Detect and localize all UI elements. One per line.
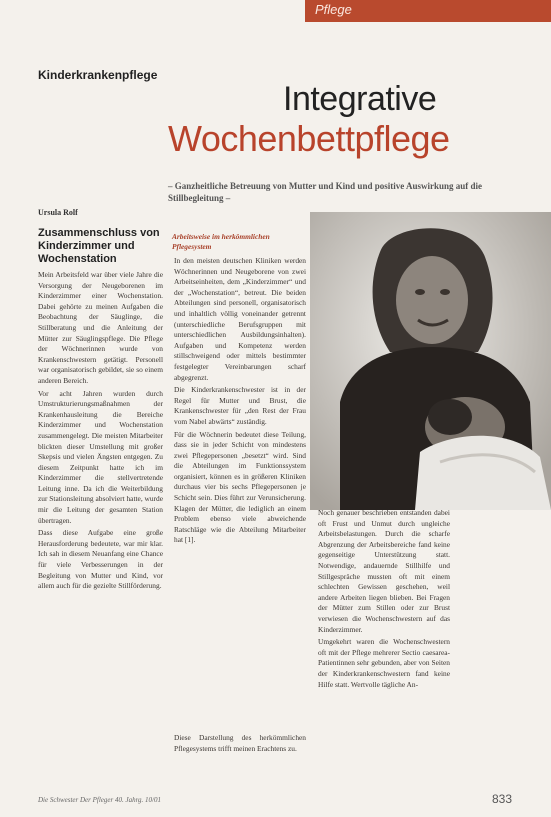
paragraph: Diese Darstellung des herkömmlichen Pflegesystems trifft meinen Erachtens zu. bbox=[174, 733, 306, 753]
author: Ursula Rolf bbox=[38, 208, 78, 217]
photo-illustration bbox=[310, 212, 551, 510]
paragraph: Dass diese Aufgabe eine große Herausforderung bedeutete, war mir klar. Ich sah in diesem Neuanfang eine Chance für viele Verbesserungen in der Begleitung von Mutter und Kind, vor allem auch für die gezielte Stillförderung. bbox=[38, 528, 163, 591]
column-1 bbox=[38, 270, 163, 690]
footer-citation: Die Schwester Der Pfleger 40. Jahrg. 10/01 bbox=[38, 796, 161, 804]
paragraph: Noch genauer beschrieben entstanden dabei oft Frust und Unmut durch ungleiche Arbeitsbelastungen. Durch die scharfe Abgrenzung der Arbeitsbereiche fand keine gegenseitige Unterstützung statt. Notwendige, andauernde Stillhilfe und Stillgespräche mussten oft mit einem schlechten Gewissen geschehen, weil andere Arbeiten liegen blieben. Bei Fragen der Mütter zum Stillen oder zur Brust verwiesen die Wochenschwestern auf das Kinderzimmer. bbox=[318, 508, 450, 634]
section-tab bbox=[305, 0, 551, 22]
box-heading: Arbeitsweise im herkömmlichen Pflegesystem bbox=[172, 232, 270, 251]
paragraph: Mein Arbeitsfeld war über viele Jahre die Versorgung der Neugeborenen im Kinderzimmer einer Wochenstation. Dabei gehörte zu meinen Aufgaben die Beobachtung der Säuglinge, die Stillberatung und die Anleitung der Mütter zur Säuglingspflege. Die Pflege der Wöchnerinnen wurde von Krankenschwestern getätigt. Personell war organisatorisch gebildet, sie so einem anderen Bereich. bbox=[38, 270, 163, 385]
paragraph: Umgekehrt waren die Wochenschwestern oft mit der Pflege mehrerer Sectio caesarea-Patientinnen sehr gebunden, aber von Seiten der Kinderkrankenschwestern fand keine Hilfe statt. Wertvolle tägliche An- bbox=[318, 637, 450, 689]
paragraph: Vor acht Jahren wurden durch Umstrukturierungsmaßnahmen der Krankenhausleitung die Bereiche Kinderzimmer und Wochenstation zusammengelegt. Die meisten Mitarbeiter blickten dieser Umstellung mit großer Skepsis und vielen Ängsten entgegen. Zu diesem Zeitpunkt hatte ich im Kinderzimmer die stellvertretende Leitung inne. Da ich die Weiterbildung zur Stationsleitung absolviert hatte, wurde mir die Leitung der gesamten Station übertragen. bbox=[38, 388, 163, 525]
title-line-1: Integrative bbox=[283, 80, 437, 118]
paragraph: Die Kinderkrankenschwester ist in der Regel für Mutter und Brust, die Krankenschwester für „den Rest der Frau vom Nabel abwärts“ zuständig. bbox=[174, 385, 306, 426]
column-3 bbox=[318, 508, 450, 776]
section-label: Pflege bbox=[315, 2, 352, 17]
mother-baby-photo bbox=[310, 212, 551, 510]
title-line-2: Wochenbettpflege bbox=[168, 118, 450, 159]
paragraph: Für die Wöchnerin bedeutet diese Teilung, dass sie in jeder Schicht von mindestens zwei Pflegepersonen „besetzt“ wird. Sind die Abteilungen im Funktionssystem organisiert, können es in größeren Kliniken durchaus vier bis sechs Pflegepersonen je Schicht sein. Dies führt zur Verunsicherung. Klagen der Mütter, die lediglich an einem Problem ebenso viele abweichende Ratschläge wie die Abteilung Mitarbeiter hat [1]. bbox=[174, 429, 306, 545]
column-2-continued bbox=[174, 733, 306, 781]
subheading: Zusammenschluss von Kinderzimmer und Wochenstation bbox=[38, 227, 160, 265]
column-2 bbox=[174, 256, 306, 701]
page-number: 833 bbox=[492, 792, 513, 806]
paragraph: In den meisten deutschen Kliniken werden Wöchnerinnen und Neugeborene von zwei Arbeitseinheiten, dem „Kinderzimmer“ und der „Wochenstation“, betreut. Die beiden Abteilungen sind personell, organisatorisch und inhaltlich völlig voneinander getrennt (unterschiedliche Berufsgruppen mit unterschiedlichen Ausbildungsinhalten). Aufgaben und Kompetenz werden stillschweigend oder mittels bestimmter festgelegter Vereinbarungen scharf abgegrenzt. bbox=[174, 256, 306, 382]
kicker: Kinderkrankenpflege bbox=[38, 68, 158, 82]
subtitle: – Ganzheitliche Betreuung von Mutter und Kind und positive Auswirkung auf die Stillbegleitung – bbox=[168, 181, 482, 203]
